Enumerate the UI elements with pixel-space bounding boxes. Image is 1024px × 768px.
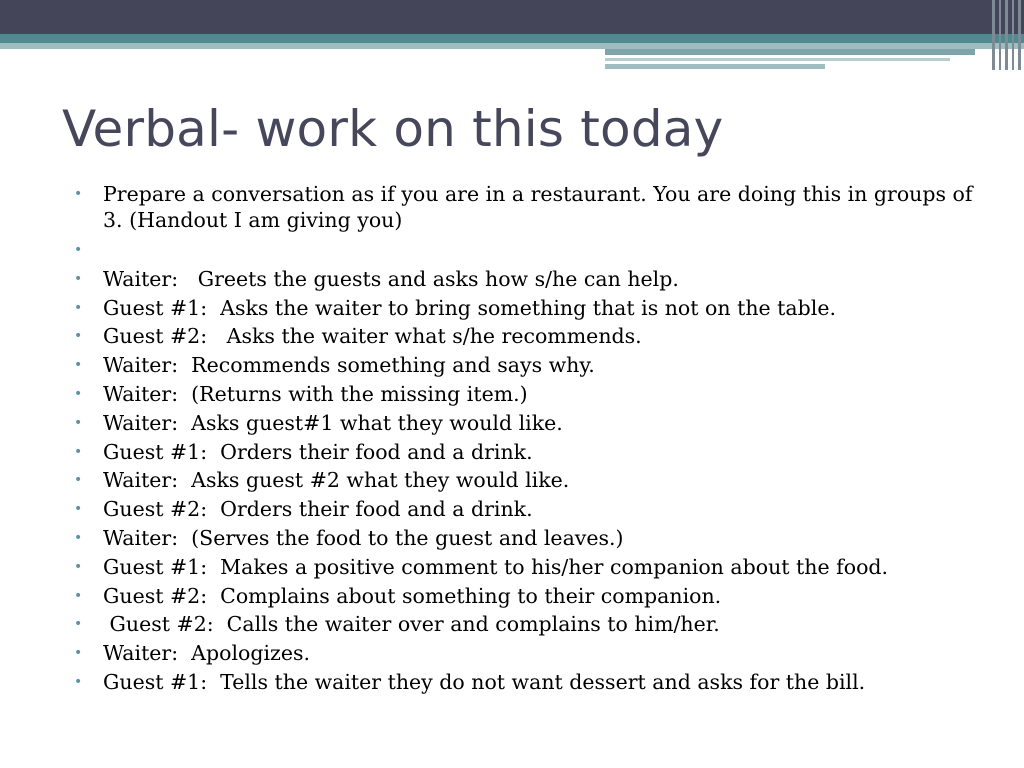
bullet-icon: • — [74, 587, 83, 604]
list-item — [74, 466, 974, 495]
bullet-icon: • — [74, 616, 83, 633]
list-item-text: Guest #1: Tells the waiter they do not want dessert and asks for the bill. — [103, 669, 866, 694]
slide-title: Verbal- work on this today — [62, 100, 724, 158]
list-item-text: Guest #2: Calls the waiter over and complains to him/her. — [103, 612, 720, 637]
bullet-icon: • — [74, 270, 83, 287]
bullet-icon: • — [74, 299, 83, 316]
list-item-text: Guest #2: Asks the waiter what s/he recommends. — [103, 324, 642, 349]
list-item-text: Guest #2: Orders their food and a drink. — [103, 497, 533, 522]
list-item-text: Guest #1: Orders their food and a drink. — [103, 439, 533, 464]
list-item — [74, 322, 974, 351]
list-item-text: Waiter: Recommends something and says why. — [103, 353, 595, 378]
list-item-text: Waiter: Asks guest #2 what they would like. — [103, 468, 570, 493]
list-item-text: Guest #1: Asks the waiter to bring something that is not on the table. — [103, 295, 836, 320]
list-item — [74, 668, 974, 697]
list-item — [74, 438, 974, 467]
list-item — [74, 639, 974, 668]
bullet-icon: • — [74, 443, 83, 460]
bullet-icon: • — [74, 186, 83, 202]
list-item — [74, 294, 974, 323]
header-band-teal — [0, 34, 1024, 43]
list-item-text: Waiter: Asks guest#1 what they would like. — [103, 410, 563, 435]
bullet-icon: • — [74, 645, 83, 662]
list-item-text: Waiter: Greets the guests and asks how s/he can help. — [103, 266, 679, 291]
bullet-icon: • — [74, 414, 83, 431]
list-item-text: Guest #2: Complains about something to their companion. — [103, 583, 722, 608]
bullet-icon: • — [74, 472, 83, 489]
list-item — [74, 380, 974, 409]
header-band-dark — [0, 0, 1024, 34]
bullet-icon: • — [74, 328, 83, 345]
list-item — [74, 553, 974, 582]
list-item — [74, 236, 974, 265]
list-item-text: Waiter: (Returns with the missing item.) — [103, 381, 528, 406]
list-item-text: Prepare a conversation as if you are in a restaurant. You are doing this in groups of 3. (Handout I am giving you) — [103, 182, 979, 232]
header-stripe — [605, 58, 950, 61]
header-stripe — [605, 49, 975, 55]
list-item — [74, 181, 979, 236]
list-item — [74, 265, 974, 294]
list-item — [74, 409, 974, 438]
list-item — [74, 582, 974, 611]
bullet-icon: • — [74, 529, 83, 546]
list-item-text: Waiter: Apologizes. — [103, 641, 310, 666]
bullet-list — [74, 181, 979, 697]
list-item — [74, 495, 974, 524]
list-item — [74, 610, 974, 639]
list-item — [74, 351, 974, 380]
bullet-icon: • — [74, 357, 83, 374]
bullet-icon: • — [74, 501, 83, 518]
bullet-icon: • — [74, 673, 83, 690]
header-stripe — [605, 64, 825, 69]
list-item — [74, 524, 974, 553]
bullet-icon: • — [74, 242, 83, 258]
bullet-icon: • — [74, 385, 83, 402]
list-item-text: Waiter: (Serves the food to the guest and leaves.) — [103, 525, 624, 550]
bullet-icon: • — [74, 558, 83, 575]
header-edge-lines — [990, 0, 1024, 70]
list-item-text: Guest #1: Makes a positive comment to his/her companion about the food. — [103, 554, 889, 579]
